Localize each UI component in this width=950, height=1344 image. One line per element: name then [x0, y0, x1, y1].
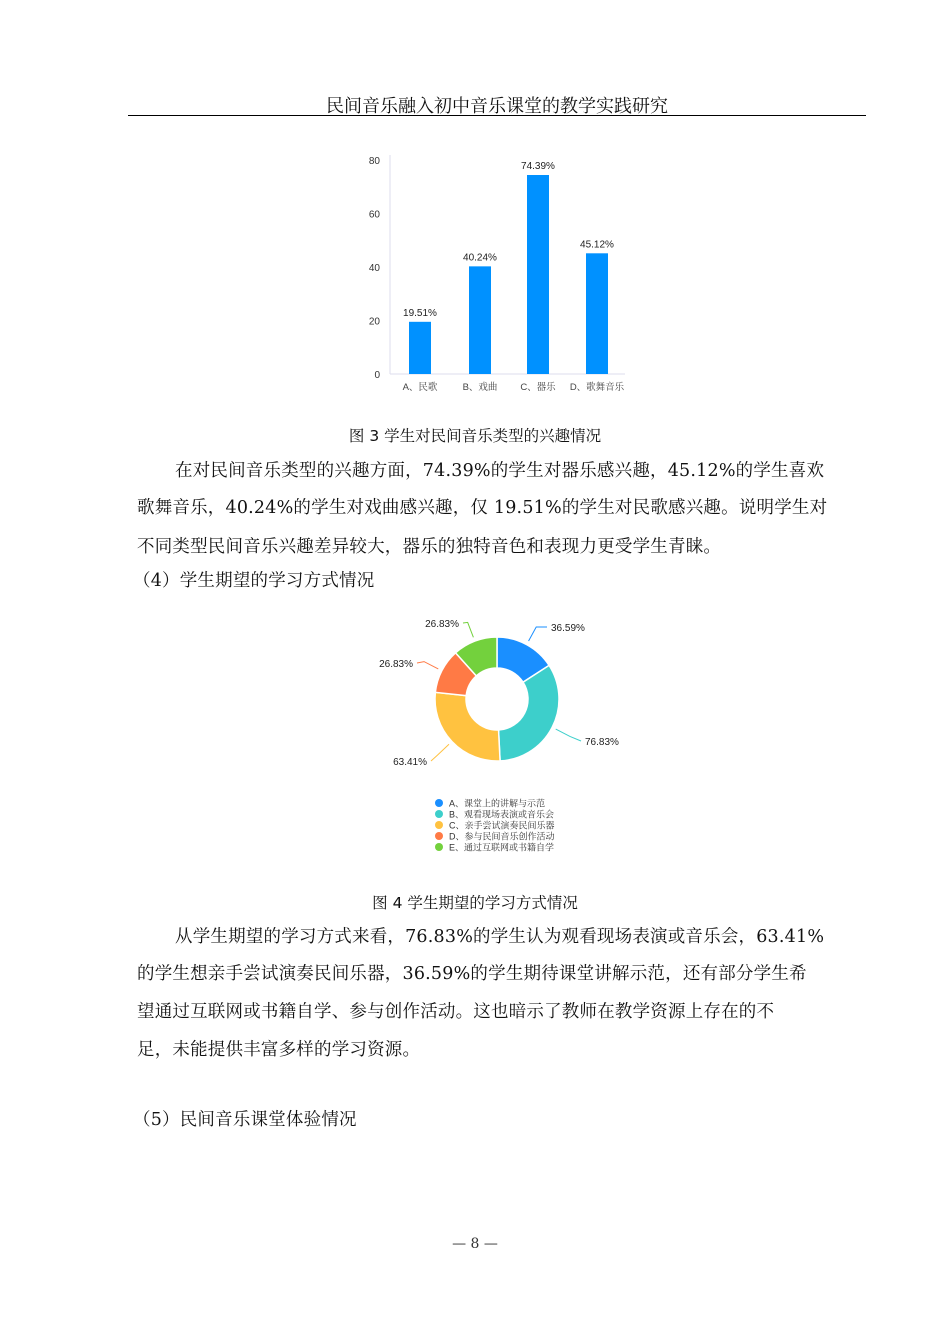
legend-marker [435, 821, 443, 829]
bar-data-label: 74.39% [521, 161, 555, 173]
leader-line [417, 662, 438, 669]
paragraph1-line: 歌舞音乐，40.24%的学生对戏曲感兴趣，仅 19.51%的学生对民歌感兴趣。说明学生对 [137, 498, 828, 518]
legend-label: C、亲手尝试演奏民间乐器 [449, 820, 555, 831]
legend-marker [435, 799, 443, 807]
y-tick-label: 80 [368, 156, 380, 167]
paragraph2-line: 望通过互联网或书籍自学、参与创作活动。这也暗示了教师在教学资源上存在的不 [137, 1002, 775, 1022]
legend-label: D、参与民间音乐创作活动 [449, 831, 555, 842]
legend-label: A、课堂上的讲解与示范 [449, 798, 546, 809]
slice-data-label: 36.59% [551, 623, 585, 634]
legend-marker [435, 810, 443, 818]
y-tick-label: 0 [374, 370, 380, 381]
section5-heading: （5）民间音乐课堂体验情况 [133, 1110, 357, 1130]
running-header: 民间音乐融入初中音乐课堂的教学实践研究 [326, 96, 668, 117]
x-tick-label: D、歌舞音乐 [569, 382, 625, 393]
slice-data-label: 63.41% [393, 757, 427, 768]
paragraph2-line: 的学生想亲手尝试演奏民间乐器，36.59%的学生期待课堂讲解示范，还有部分学生希 [137, 964, 807, 984]
slice-data-label: 26.83% [379, 659, 413, 670]
y-tick-label: 60 [368, 209, 380, 221]
legend-marker [435, 832, 443, 840]
paragraph1-line: 在对民间音乐类型的兴趣方面，74.39%的学生对器乐感兴趣，45.12%的学生喜欢 [175, 461, 825, 481]
legend-label: E、通过互联网或书籍自学 [449, 842, 555, 853]
paragraph2-line: 足，未能提供丰富多样的学习资源。 [137, 1040, 421, 1060]
x-tick-label: B、戏曲 [462, 382, 498, 393]
y-tick-label: 40 [368, 263, 380, 274]
bar-data-label: 40.24% [463, 252, 497, 264]
donut-slice [435, 692, 500, 761]
legend-marker [435, 843, 443, 851]
slice-data-label: 76.83% [585, 737, 619, 748]
section4-heading: （4）学生期望的学习方式情况 [133, 571, 375, 591]
bar-data-label: 45.12% [580, 239, 614, 251]
page-number: — 8 — [452, 1236, 498, 1252]
leader-line [556, 729, 581, 741]
paragraph1-line: 不同类型民间音乐兴趣差异较大，器乐的独特音色和表现力更受学生青睐。 [137, 537, 722, 557]
leader-line [529, 627, 547, 641]
legend-label: B、观看现场表演或音乐会 [449, 809, 555, 820]
figure4-caption: 图 4 学生期望的学习方式情况 [372, 894, 578, 912]
figure3-caption: 图 3 学生对民间音乐类型的兴趣情况 [348, 427, 602, 445]
donut-slice [499, 665, 559, 761]
x-tick-label: A、民歌 [402, 382, 438, 393]
paragraph2-line: 从学生期望的学习方式来看，76.83%的学生认为观看现场表演或音乐会，63.41% [175, 927, 825, 947]
y-tick-label: 20 [368, 316, 380, 328]
leader-line [431, 744, 449, 761]
slice-data-label: 26.83% [425, 619, 459, 630]
x-tick-label: C、器乐 [520, 382, 556, 393]
leader-line [463, 622, 473, 637]
bar-data-label: 19.51% [403, 307, 437, 319]
